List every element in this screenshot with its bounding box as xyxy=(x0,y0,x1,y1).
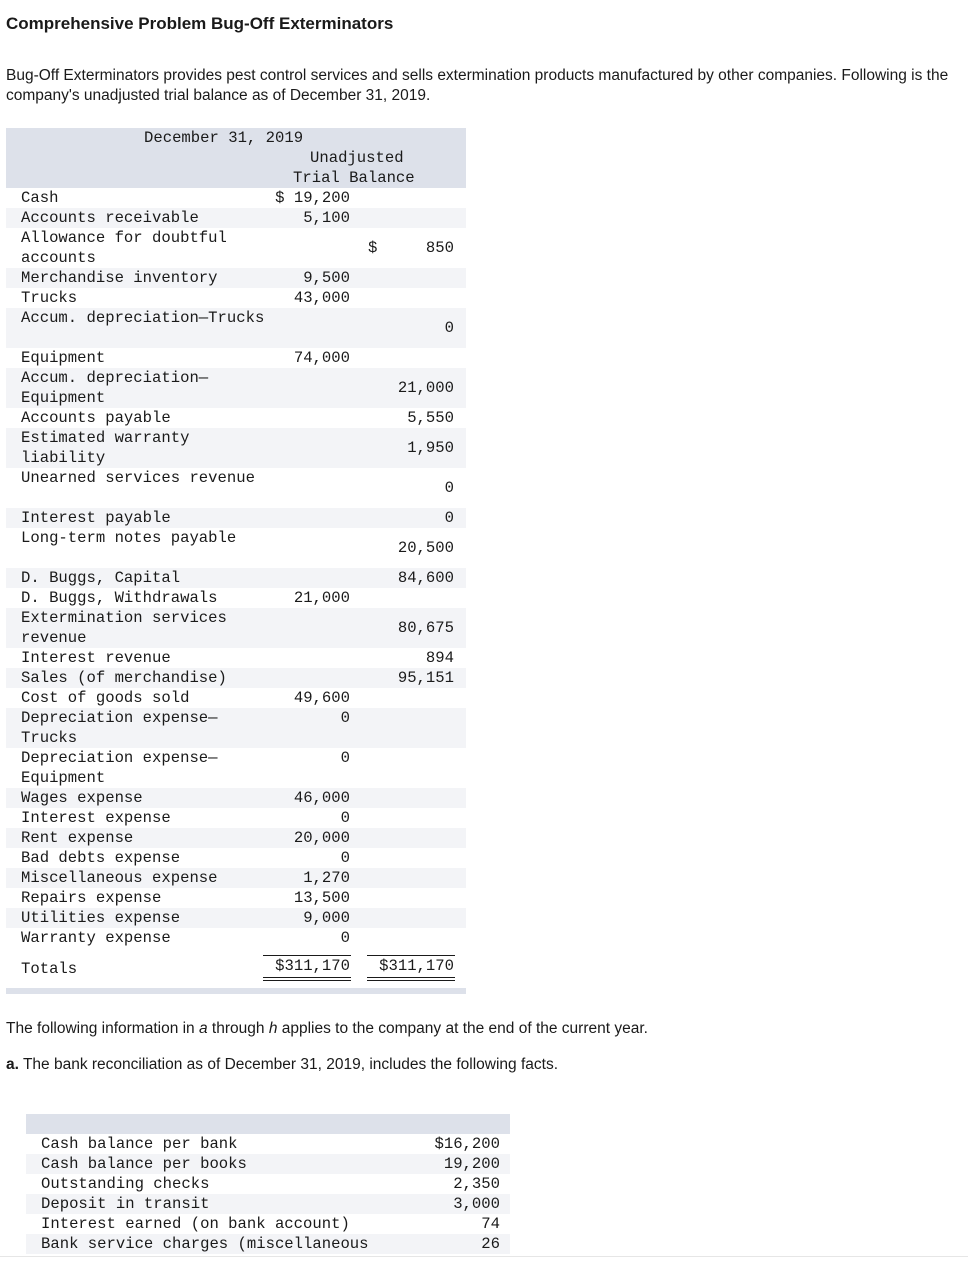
credit-amount: 95,151 xyxy=(397,669,454,687)
trial-balance-row xyxy=(6,528,466,568)
bank-reconciliation-row xyxy=(26,1194,510,1214)
trial-balance-row xyxy=(6,808,466,828)
intro-paragraph: Bug-Off Exterminators provides pest control services and sells extermination products manufactured by other companies. Following is the company's unadjusted trial balance as of December 31, 2019. xyxy=(6,67,949,104)
credit-amount: 0 xyxy=(444,509,454,527)
debit-amount: 46,000 xyxy=(293,789,350,807)
totals-label: Totals xyxy=(21,960,78,978)
account-name: Cost of goods sold xyxy=(21,689,190,707)
trial-balance-row xyxy=(6,308,466,348)
page-bottom-edge xyxy=(0,1256,968,1268)
account-name: Accum. depreciation—Equipment xyxy=(21,369,209,407)
credit-dollar-sign: $ xyxy=(368,239,378,257)
credit-amount: 0 xyxy=(444,479,454,497)
trial-balance-row xyxy=(6,588,466,608)
debit-amount: 9,500 xyxy=(303,269,350,287)
debit-amount: 21,000 xyxy=(293,589,350,607)
account-name: Long-term notes payable xyxy=(21,529,237,547)
credit-amount: 1,950 xyxy=(407,439,454,457)
debit-total-double-rule xyxy=(263,977,351,978)
account-name: D. Buggs, Withdrawals xyxy=(21,589,218,607)
credit-amount: 850 xyxy=(425,239,454,257)
account-name: Cash xyxy=(21,189,59,207)
account-name: Rent expense xyxy=(21,829,134,847)
bank-reconciliation-rows xyxy=(26,1134,510,1254)
account-name: Estimated warranty liability xyxy=(21,429,190,467)
trial-balance-row xyxy=(6,468,466,508)
debit-amount: 9,000 xyxy=(303,909,350,927)
debit-amount: $ 19,200 xyxy=(275,189,350,207)
trial-balance-row xyxy=(6,888,466,908)
credit-total-double-rule xyxy=(367,980,455,981)
credit-amount: 80,675 xyxy=(397,619,454,637)
reconciliation-item-value: 3,000 xyxy=(453,1195,500,1213)
table-bottom-bar xyxy=(6,988,466,994)
trial-balance-row xyxy=(6,368,466,408)
trial-balance-row xyxy=(6,188,466,208)
reconciliation-item-label: Deposit in transit xyxy=(41,1195,210,1213)
account-name: Accounts payable xyxy=(21,409,171,427)
trial-balance-row xyxy=(6,688,466,708)
debit-amount: 5,100 xyxy=(303,209,350,227)
reconciliation-item-label: Interest earned (on bank account) xyxy=(41,1215,350,1233)
trial-balance-row xyxy=(6,508,466,528)
trial-balance-row xyxy=(6,928,466,948)
account-name: Repairs expense xyxy=(21,889,162,907)
reconciliation-item-value: 19,200 xyxy=(443,1155,500,1173)
debit-amount: 20,000 xyxy=(293,829,350,847)
trial-balance-row xyxy=(6,208,466,228)
debit-amount: 0 xyxy=(340,749,350,767)
bank-reconciliation-row xyxy=(26,1154,510,1174)
account-name: D. Buggs, Capital xyxy=(21,569,181,587)
account-name: Miscellaneous expense xyxy=(21,869,218,887)
reconciliation-item-value: $16,200 xyxy=(434,1135,500,1153)
account-name: Trucks xyxy=(21,289,78,307)
trial-balance-row xyxy=(6,228,466,268)
debit-amount: 0 xyxy=(340,809,350,827)
totals-row xyxy=(6,948,466,990)
reconciliation-item-label: Cash balance per books xyxy=(41,1155,247,1173)
credit-total-double-rule xyxy=(367,977,455,978)
credit-amount: 894 xyxy=(425,649,454,667)
reconciliation-item-label: Outstanding checks xyxy=(41,1175,210,1193)
debit-amount: 0 xyxy=(340,709,350,727)
credit-amount: 20,500 xyxy=(397,539,454,557)
credit-total: $311,170 xyxy=(379,957,454,975)
credit-amount: 84,600 xyxy=(397,569,454,587)
trial-balance-header xyxy=(6,128,466,188)
credit-amount: 5,550 xyxy=(407,409,454,427)
account-name: Allowance for doubtful accounts xyxy=(21,229,227,267)
account-name: Equipment xyxy=(21,349,106,367)
account-name: Sales (of merchandise) xyxy=(21,669,227,687)
trial-balance-row xyxy=(6,408,466,428)
account-name: Depreciation expense—Trucks xyxy=(21,709,218,747)
trial-balance-row xyxy=(6,908,466,928)
trial-balance-row xyxy=(6,748,466,788)
bank-reconciliation-row xyxy=(26,1234,510,1254)
reconciliation-item-label: Cash balance per bank xyxy=(41,1135,238,1153)
debit-amount: 0 xyxy=(340,849,350,867)
account-name: Merchandise inventory xyxy=(21,269,218,287)
item-a-paragraph: a. The bank reconciliation as of December 31, 2019, includes the following facts. xyxy=(6,1056,559,1073)
debit-amount: 13,500 xyxy=(293,889,350,907)
account-name: Interest revenue xyxy=(21,649,171,667)
bank-reconciliation-row xyxy=(26,1214,510,1234)
debit-total-double-rule xyxy=(263,980,351,981)
bank-reconciliation-table xyxy=(26,1114,510,1258)
debit-total: $311,170 xyxy=(275,957,350,975)
debit-amount: 43,000 xyxy=(293,289,350,307)
trial-balance-date: December 31, 2019 xyxy=(144,129,304,147)
debit-amount: 1,270 xyxy=(303,869,350,887)
account-name: Bad debts expense xyxy=(21,849,181,867)
account-name: Accounts receivable xyxy=(21,209,199,227)
account-name: Wages expense xyxy=(21,789,143,807)
column-header-line1: Unadjusted xyxy=(310,149,404,167)
account-name: Utilities expense xyxy=(21,909,181,927)
trial-balance-rows xyxy=(6,188,466,990)
trial-balance-row xyxy=(6,848,466,868)
column-header-line2: Trial Balance xyxy=(293,169,415,187)
reconciliation-item-value: 2,350 xyxy=(453,1175,500,1193)
info-paragraph: The following information in a through h applies to the company at the end of the current year. xyxy=(6,1020,648,1037)
trial-balance-row xyxy=(6,608,466,648)
page-title: Comprehensive Problem Bug-Off Exterminators xyxy=(6,14,394,33)
trial-balance-table xyxy=(6,128,466,994)
reconciliation-item-value: 74 xyxy=(481,1215,500,1233)
trial-balance-row xyxy=(6,788,466,808)
debit-amount: 0 xyxy=(340,929,350,947)
trial-balance-row xyxy=(6,288,466,308)
account-name: Unearned services revenue xyxy=(21,469,255,487)
reconciliation-item-value: 26 xyxy=(481,1235,500,1253)
bank-reconciliation-header xyxy=(26,1114,510,1134)
account-name: Warranty expense xyxy=(21,929,171,947)
trial-balance-row xyxy=(6,568,466,588)
trial-balance-row xyxy=(6,868,466,888)
account-name: Depreciation expense—Equipment xyxy=(21,749,218,787)
trial-balance-row xyxy=(6,708,466,748)
credit-amount: 0 xyxy=(444,319,454,337)
reconciliation-item-label: Bank service charges (miscellaneous xyxy=(41,1235,369,1253)
trial-balance-row xyxy=(6,668,466,688)
trial-balance-row xyxy=(6,428,466,468)
bank-reconciliation-row xyxy=(26,1134,510,1154)
trial-balance-row xyxy=(6,268,466,288)
debit-amount: 74,000 xyxy=(293,349,350,367)
trial-balance-row xyxy=(6,648,466,668)
account-name: Accum. depreciation—Trucks xyxy=(21,309,265,327)
debit-amount: 49,600 xyxy=(293,689,350,707)
account-name: Extermination services revenue xyxy=(21,609,227,647)
account-name: Interest payable xyxy=(21,509,171,527)
account-name: Interest expense xyxy=(21,809,171,827)
trial-balance-row xyxy=(6,348,466,368)
credit-amount: 21,000 xyxy=(397,379,454,397)
trial-balance-row xyxy=(6,828,466,848)
bank-reconciliation-row xyxy=(26,1174,510,1194)
